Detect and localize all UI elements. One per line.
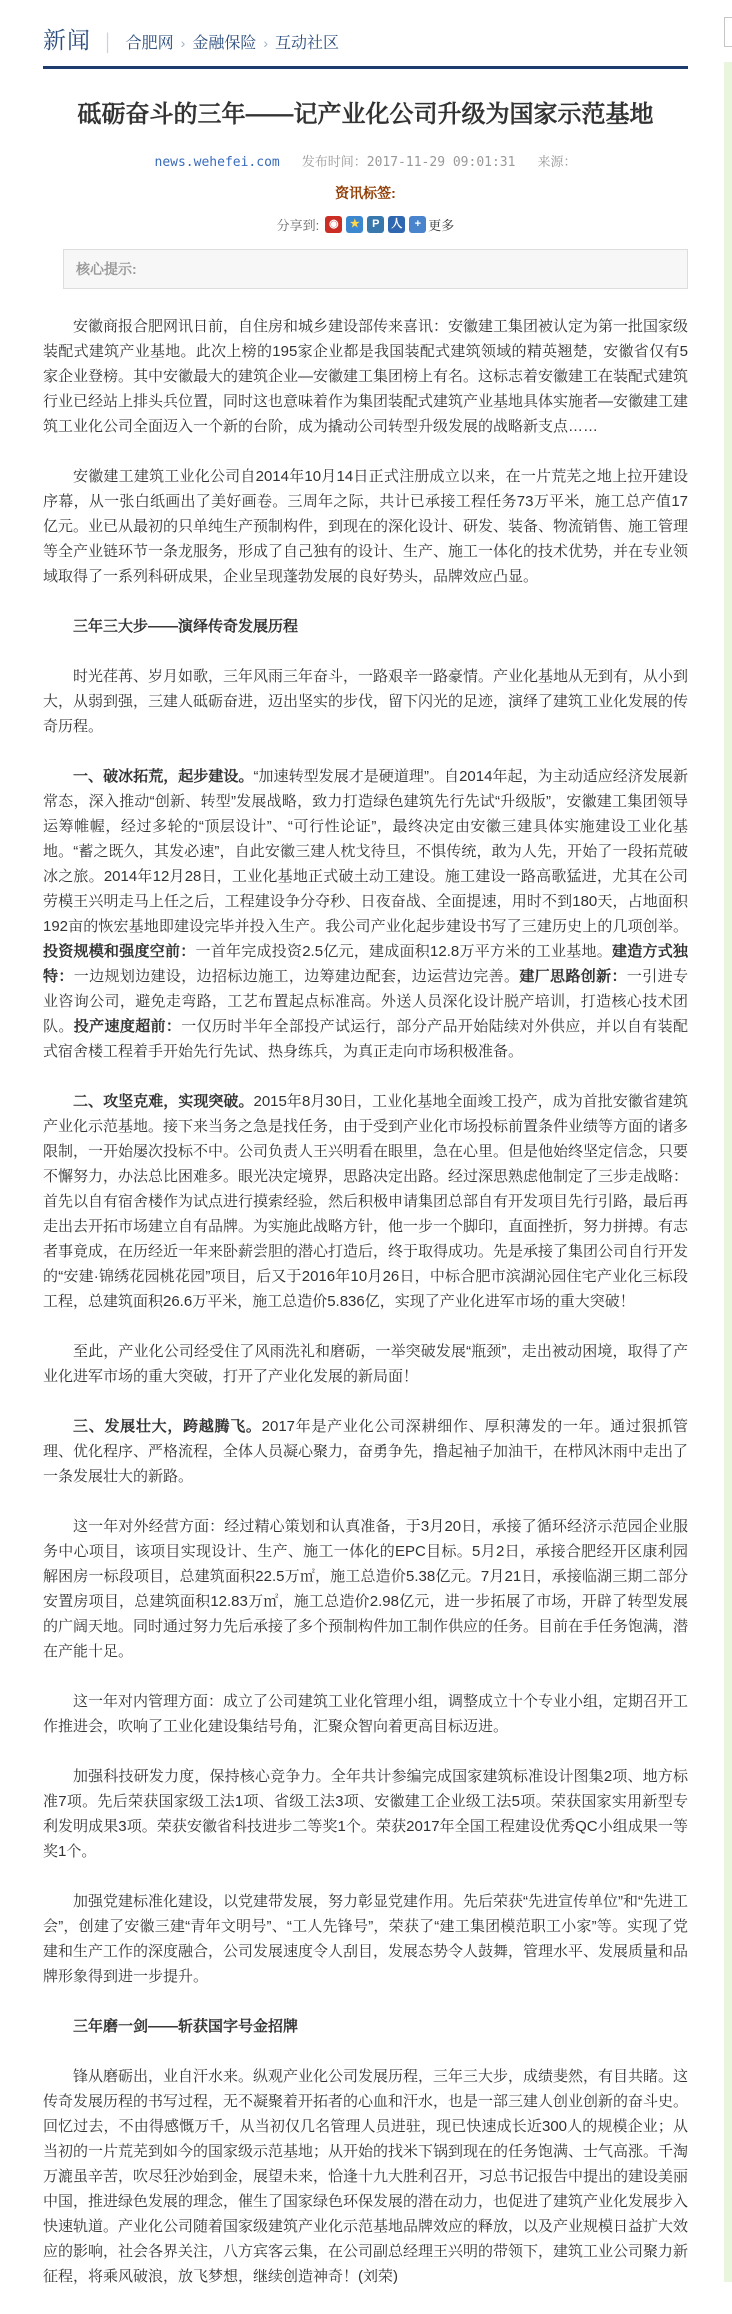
breadcrumb-link-2[interactable]: 金融保险	[192, 35, 257, 52]
breadcrumb	[126, 30, 339, 53]
article-paragraph: 一、破冰拓荒，起步建设。“加速转型发展才是硬道理”。自2014年起，为主动适应经济发展新常态，深入推动“创新、转型”发展战略，致力打造绿色建筑先行先试“升级版”，安徽建工集团领导运筹帷幄，经过多轮的“顶层设计”、“可行性论证”，最终决定由安徽三建具体实施建设工业化基地。“蓄之既久，其发必速”，自此安徽三建人枕戈待旦，不惧传统，敢为人先，开始了一段拓荒破冰之旅。2014年12月28日，工业化基地正式破土动工建设。施工建设一路高歌猛进，尤其在公司劳模王兴明走马上任之后，工程建设争分夺秒、日夜奋战、全面提速，用时不到180天，占地面积192亩的恢宏基地即建设完毕并投入生产。我公司产业化起步建设书写了三建历史上的几项创举。投资规模和强度空前：一首年完成投资2.5亿元，建成面积12.8万平方米的工业基地。建造方式独特：一边规划边建设，边招标边施工，边筹建边配套，边运营边完善。建厂思路创新：一引进专业咨询公司，避免走弯路，工艺布置起点标准高。外送人员深化设计脱产培训，打造核心技术团队。投产速度超前：一仅历时半年全部投产试运行，部分产品开始陆续对外供应，并以自有装配式宿舍楼工程着手开始先行先试、热身练兵，为真正走向市场积极准备。	[43, 768, 688, 1061]
breadcrumb-link-3[interactable]: 互动社区	[275, 35, 340, 52]
core-tip-label: 核心提示:	[76, 261, 137, 278]
site-link[interactable]: news.wehefei.com	[154, 155, 280, 171]
article-paragraph: 这一年对外经营方面：经过精心策划和认真准备，于3月20日，承接了循环经济示范园企业服务中心项目，该项目实现设计、生产、施工一体化的EPC目标。5月2日，承接合肥经开区康利园解困房一标段项目，总建筑面积22.5万㎡，施工总造价5.38亿元。7月21日，承接临湖三期二部分安置房项目，总建筑面积12.83万㎡，施工总造价2.98亿元，进一步拓展了市场，开辟了转型发展的广阔天地。同时通过努力先后承接了多个预制构件加工制作供应的任务。目前在手任务饱满，潜在产能十足。	[43, 1518, 689, 1661]
share-pengyou-icon[interactable]: P	[367, 216, 384, 233]
publish-time-value: 2017-11-29 09:01:31	[366, 155, 516, 171]
share-renren-icon[interactable]: 人	[388, 216, 405, 233]
publish-time-label: 发布时间：	[301, 155, 367, 171]
breadcrumb-separator-icon: ›	[263, 35, 268, 51]
article-paragraph: 锋从磨砺出，业自汗水来。纵观产业化公司发展历程，三年三大步，成绩斐然，有目共睹。这传奇发展历程的书写过程，无不凝聚着开拓者的心血和汗水，也是一部三建人创业创新的奋斗史。回忆过去，不由得感慨万千，从当初仅几名管理人员进驻，现已快速成长近300人的规模企业；从当初的一片荒芜到如今的国家级示范基地；从开始的找米下锅到现在的任务饱满、士气高涨。千淘万漉虽辛苦，吹尽狂沙始到金，展望未来，恰逢十九大胜利召开，习总书记报告中提出的建设美丽中国，推进绿色发展的理念，催生了国家绿色环保发展的潜在动力，也促进了建筑产业化发展步入快速轨道。产业化公司随着国家级建筑产业化示范基地品牌效应的释放，以及产业规模日益扩大效应的影响，社会各界关注，八方宾客云集，在公司副总经理王兴明的带领下，建筑工业公司聚力新征程，将乘风破浪，放飞梦想，继续创造神奇！(刘荣)	[43, 2068, 689, 2286]
top-navigation-bar	[0, 0, 732, 55]
breadcrumb-link-1[interactable]: 合肥网	[125, 35, 174, 52]
article-section-heading: 三年磨一剑——斩获国字号金招牌	[73, 2018, 299, 2036]
share-more-icon[interactable]: +	[409, 216, 426, 233]
article-paragraph: 至此，产业化公司经受住了风雨洗礼和磨砺，一举突破发展“瓶颈”，走出被动困境，取得了产业化进军市场的重大突破，打开了产业化发展的新局面！	[43, 1343, 688, 1386]
share-bar	[43, 215, 688, 234]
page-title: 砥砺奋斗的三年——记产业化公司升级为国家示范基地	[77, 101, 654, 128]
core-tip-box	[63, 249, 688, 289]
sidebar-fragment-ad-strip	[724, 62, 732, 2282]
article-meta	[43, 151, 688, 170]
sidebar-fragment-box	[724, 17, 732, 47]
article-section-heading: 三年三大步——演绎传奇发展历程	[73, 618, 299, 636]
article-paragraph: 时光荏苒、岁月如歌，三年风雨三年奋斗，一路艰辛一路豪情。产业化基地从无到有，从小到大，从弱到强，三建人砥砺奋进，迈出坚实的步伐，留下闪光的足迹，演绎了建筑工业化发展的传奇历程。	[43, 668, 689, 736]
header-divider: │	[103, 33, 114, 52]
article-paragraph: 安徽商报合肥网讯日前，自住房和城乡建设部传来喜讯：安徽建工集团被认定为第一批国家级装配式建筑产业基地。此次上榜的195家企业都是我国装配式建筑领域的精英翘楚，安徽省仅有5家企业登榜。其中安徽最大的建筑企业—安徽建工集团榜上有名。这标志着安徽建工在装配式建筑行业已经站上排头兵位置，同时这也意味着作为集团装配式建筑产业基地具体实施者—安徽建工建筑工业化公司全面迈入一个新的台阶，成为撬动公司转型升级发展的战略新支点……	[43, 318, 689, 436]
share-qzone-icon[interactable]: ★	[346, 216, 363, 233]
article-paragraph: 二、攻坚克难，实现突破。2015年8月30日，工业化基地全面竣工投产，成为首批安徽省建筑产业化示范基地。接下来当务之急是找任务，由于受到产业化市场投标前置条件业绩等方面的诸多限制，一开始屡次投标不中。公司负责人王兴明看在眼里，急在心里。但是他始终坚定信念，只要不懈努力，办法总比困难多。眼光决定境界，思路决定出路。经过深思熟虑他制定了三步走战略：首先以自有宿舍楼作为试点进行摸索经验，然后积极申请集团总部自有开发项目先行引路，最后再走出去开拓市场建立自有品牌。为实施此战略方针，他一步一个脚印，直面挫折，努力拼搏。有志者事竟成，在历经近一年来卧薪尝胆的潜心打造后，终于取得成功。先是承接了集团公司自行开发的“安建·锦绣花园桃花园”项目，后又于2016年10月26日，中标合肥市滨湖沁园住宅产业化三标段工程，总建筑面积26.6万平米，施工总造价5.836亿，实现了产业化进军市场的重大突破！	[43, 1093, 689, 1311]
source-label: 来源：	[537, 155, 577, 171]
header-underline	[43, 66, 688, 69]
share-more-link[interactable]: 更多	[428, 218, 455, 234]
news-section-link[interactable]: 新闻	[43, 27, 91, 53]
tags-label: 资讯标签:	[335, 185, 396, 202]
share-sina-weibo-icon[interactable]: ◉	[325, 216, 342, 233]
article-paragraph: 加强党建标准化建设，以党建带发展，努力彰显党建作用。先后荣获“先进宣传单位”和“先进工会”，创建了安徽三建“青年文明号”、“工人先锋号”，荣获了“建工集团模范职工小家”等。实现了党建和生产工作的深度融合，公司发展速度令人刮目，发展态势令人鼓舞，管理水平、发展质量和品牌形象得到进一步提升。	[43, 1893, 689, 1986]
breadcrumb-separator-icon: ›	[180, 35, 186, 51]
article-paragraph: 这一年对内管理方面：成立了公司建筑工业化管理小组，调整成立十个专业小组，定期召开工作推进会，吹响了工业化建设集结号角，汇聚众智向着更高目标迈进。	[43, 1693, 689, 1736]
share-to-label: 分享到:	[276, 218, 320, 234]
article-paragraph: 三、发展壮大，跨越腾飞。2017年是产业化公司深耕细作、厚积薄发的一年。通过狠抓管理、优化程序、严格流程，全体人员凝心聚力，奋勇争先，撸起袖子加油干，在栉风沐雨中走出了一条发展壮大的新路。	[43, 1418, 689, 1486]
article-container	[43, 99, 688, 2289]
article-paragraph: 安徽建工建筑工业化公司自2014年10月14日正式注册成立以来，在一片荒芜之地上拉开建设序幕，从一张白纸画出了美好画卷。三周年之际，共计已承接工程任务73万平米，施工总产值17亿元。业已从最初的只单纯生产预制构件，到现在的深化设计、研发、装备、物流销售、施工管理等全产业链环节一条龙服务，形成了自己独有的设计、生产、施工一体化的技术优势，并在专业领域取得了一系列科研成果，企业呈现蓬勃发展的良好势头，品牌效应凸显。	[43, 468, 689, 586]
article-paragraph: 加强科技研发力度，保持核心竞争力。全年共计参编完成国家建筑标准设计图集2项、地方标准7项。先后荣获国家级工法1项、省级工法3项、安徽建工企业级工法5项。荣获国家实用新型专利发明成果3项。荣获安徽省科技进步二等奖1个。荣获2017年全国工程建设优秀QC小组成果一等奖1个。	[43, 1768, 688, 1861]
share-icons	[325, 216, 426, 233]
article-body	[43, 314, 688, 2289]
